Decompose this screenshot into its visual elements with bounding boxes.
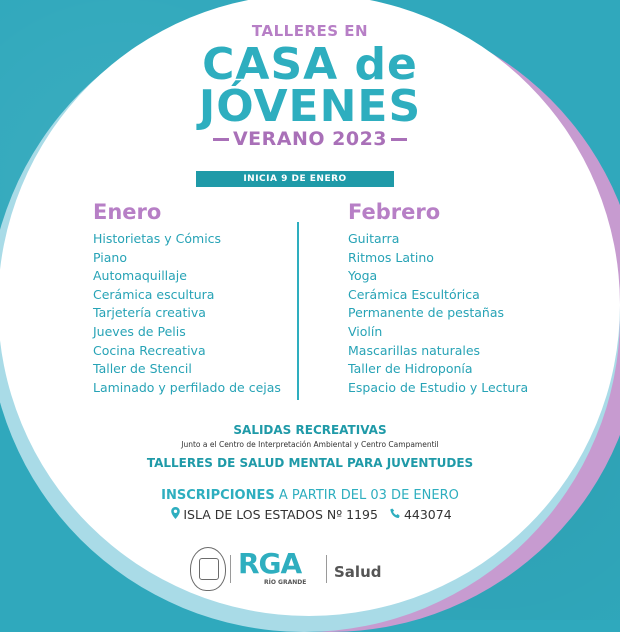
- list-item: Piano: [93, 249, 127, 265]
- list-item: Jueves de Pelis: [93, 323, 186, 339]
- dash-right: [391, 138, 407, 141]
- season-line: [0, 128, 620, 150]
- month-column-enero: [93, 200, 281, 397]
- dash-left: [213, 138, 229, 141]
- title-line-1: CASA de: [202, 39, 418, 90]
- list-item: Mascarillas naturales: [348, 342, 481, 358]
- address-text: ISLA DE LOS ESTADOS Nº 1195: [183, 507, 378, 522]
- municipal-seal-icon: [190, 547, 226, 591]
- salidas-heading: SALIDAS RECREATIVAS: [233, 423, 387, 437]
- logo-separator: [230, 555, 231, 583]
- mental-health-heading: TALLERES DE SALUD MENTAL PARA JUVENTUDES: [146, 456, 474, 470]
- list-item: Cocina Recreativa: [93, 342, 206, 358]
- column-divider: [297, 222, 299, 400]
- phone-icon: [390, 507, 401, 522]
- list-item: Laminado y perfilado de cejas: [93, 379, 281, 395]
- list-item: Ritmos Latino: [348, 249, 434, 265]
- list-item: Guitarra: [348, 231, 400, 246]
- month-column-febrero: [348, 200, 528, 397]
- contact-line: [0, 507, 620, 522]
- list-item: Historietas y Cómics: [93, 231, 222, 246]
- phone-text: 443074: [403, 507, 452, 522]
- list-item: Cerámica Escultórica: [348, 286, 480, 302]
- map-pin-icon: [171, 507, 180, 522]
- registration-date: A PARTIR DEL 03 DE ENERO: [274, 488, 459, 503]
- list-item: Violín: [348, 323, 383, 339]
- list-item: Permanente de pestañas: [348, 305, 505, 321]
- list-item: Tarjetería creativa: [93, 305, 206, 321]
- start-banner: INICIA 9 DE ENERO: [196, 171, 394, 187]
- list-item: Taller de Hidroponía: [348, 361, 473, 377]
- season-label: VERANO 2023: [232, 128, 388, 150]
- list-item: Yoga: [348, 268, 378, 284]
- logos-bar: [188, 545, 438, 595]
- registration-label: INSCRIPCIONES: [161, 488, 275, 503]
- salud-logo: Salud: [334, 563, 382, 581]
- list-item: Cerámica escultura: [93, 286, 215, 302]
- workshop-list: [93, 230, 281, 397]
- list-item: Taller de Stencil: [93, 361, 192, 377]
- workshop-list: [348, 230, 528, 397]
- logo-separator: [326, 555, 327, 583]
- month-title: Enero: [93, 200, 162, 224]
- rga-logo-subtitle: RÍO GRANDE: [264, 579, 307, 586]
- salidas-subtext: Junto a el Centro de Interpretación Ambiental y Centro Campamentil: [181, 440, 439, 449]
- list-item: Espacio de Estudio y Lectura: [348, 379, 529, 395]
- title-line-2: JÓVENES: [198, 81, 422, 132]
- list-item: Automaquillaje: [93, 268, 187, 284]
- rga-logo: RGA: [238, 547, 302, 580]
- month-title: Febrero: [348, 200, 441, 224]
- registration-line: [0, 488, 620, 503]
- header-kicker: TALLERES EN: [251, 22, 369, 40]
